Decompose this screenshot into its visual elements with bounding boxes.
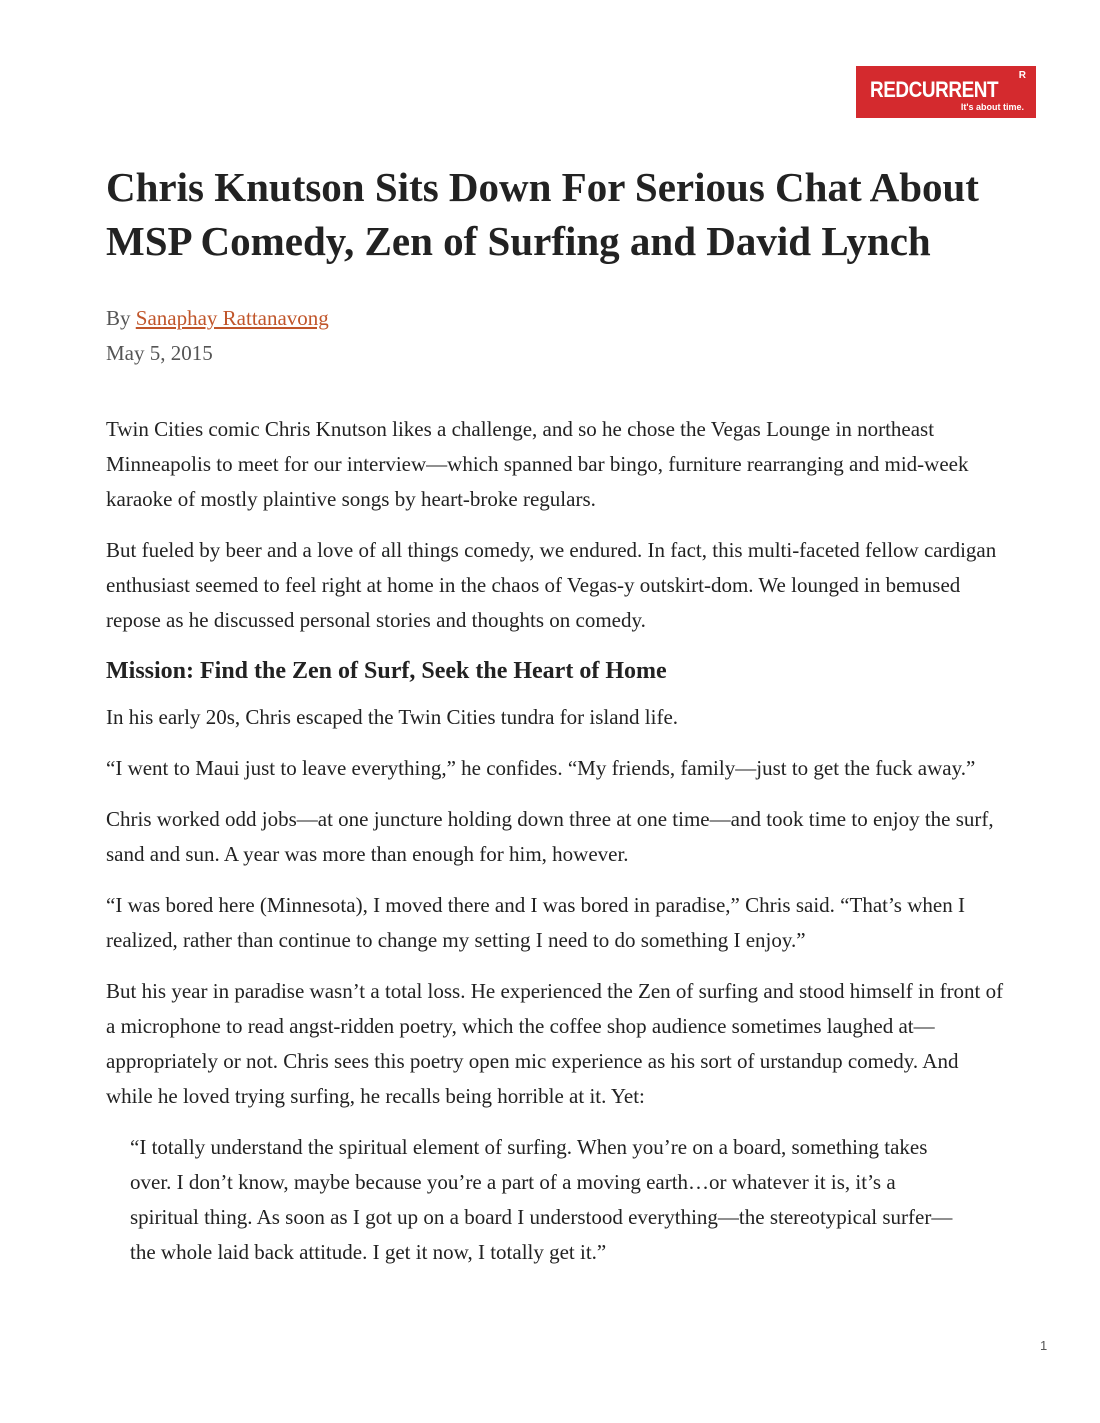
- logo-mark-icon: R: [1018, 70, 1026, 81]
- author-link[interactable]: Sanaphay Rattanavong: [135, 306, 329, 330]
- publish-date: May 5, 2015: [106, 341, 213, 365]
- logo-wordmark: REDCURRENT: [870, 77, 999, 102]
- body-paragraph: “I went to Maui just to leave everything,” he confides. “My friends, family—just to get the fuck away.”: [106, 756, 976, 780]
- body-paragraph: In his early 20s, Chris escaped the Twin Cities tundra for island life.: [106, 705, 679, 729]
- article-title: Chris Knutson Sits Down For Serious Chat About MSP Comedy, Zen of Surfing and David Lynch: [106, 164, 979, 264]
- page-number: 1: [1040, 1338, 1048, 1353]
- body-paragraph: “I was bored here (Minnesota), I moved there and I was bored in paradise,” Chris said. “That’s when I realized, rather than continue to change my setting I need to do something I enjoy.”: [106, 893, 965, 952]
- redcurrent-logo[interactable]: [856, 66, 1036, 118]
- body-paragraph: But his year in paradise wasn’t a total loss. He experienced the Zen of surfing and stood himself in front of a microphone to read angst-ridden poetry, which the coffee shop audience sometimes laughed at—appropriately or not. Chris sees this poetry open mic experience as his sort of urstandup comedy. And while he loved trying surfing, he recalls being horrible at it. Yet:: [106, 979, 1004, 1108]
- byline: [106, 303, 329, 333]
- body-paragraph: Chris worked odd jobs—at one juncture holding down three at one time—and took time to enjoy the surf, sand and sun. A year was more than enough for him, however.: [106, 807, 994, 866]
- pull-quote: “I totally understand the spiritual element of surfing. When you’re on a board, something takes over. I don’t know, maybe because you’re a part of a moving earth…or whatever it is, it’s a spiritual thing. As soon as I got up on a board I understood everything—the stereotypical surfer—the whole laid back attitude. I get it now, I totally get it.”: [130, 1135, 953, 1264]
- byline-prefix: By: [106, 306, 131, 330]
- intro-paragraph: Twin Cities comic Chris Knutson likes a challenge, and so he chose the Vegas Lounge in northeast Minneapolis to meet for our interview—which spanned bar bingo, furniture rearranging and mid-week karaoke of mostly plaintive songs by heart-broke regulars.: [106, 417, 969, 511]
- intro-paragraph: But fueled by beer and a love of all things comedy, we endured. In fact, this multi-faceted fellow cardigan enthusiast seemed to feel right at home in the chaos of Vegas-y outskirt-dom. We lounged in bemused repose as he discussed personal stories and thoughts on comedy.: [106, 538, 997, 632]
- section-heading: Mission: Find the Zen of Surf, Seek the Heart of Home: [106, 658, 667, 684]
- article-body: [106, 412, 1006, 1270]
- logo-tagline: It's about time.: [960, 102, 1024, 112]
